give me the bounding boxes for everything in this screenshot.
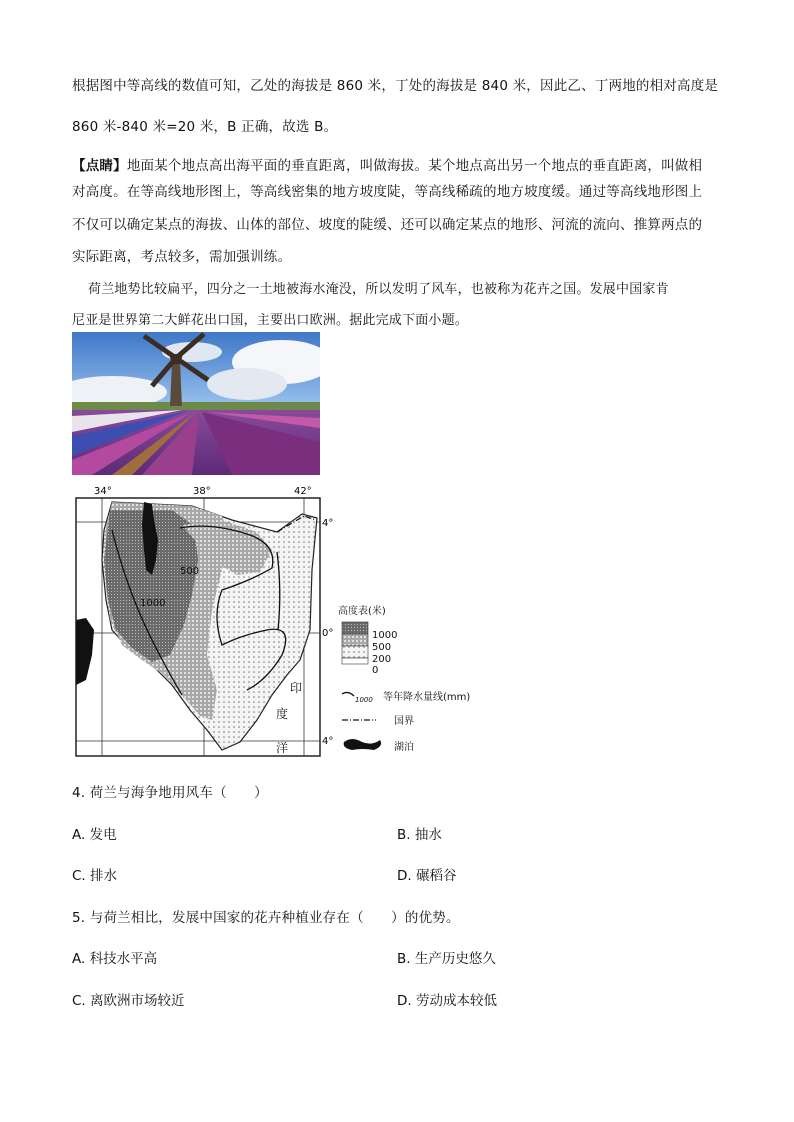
stem-line-1: 荷兰地势比较扁平，四分之一土地被海水淹没，所以发明了风车，也被称为花卉之国。发展中国家肯 xyxy=(88,282,669,297)
dianjing-line-3: 不仅可以确定某点的海拔、山体的部位、坡度的陡缓、还可以确定某点的地形、河流的流向、推算两点的 xyxy=(72,217,703,233)
legend-lake-label: 湖泊 xyxy=(394,742,414,753)
q4-option-d[interactable]: D. 碾稻谷 xyxy=(397,868,457,884)
legend-isohyet-value: 1000 xyxy=(355,696,373,704)
kenya-map-svg xyxy=(72,480,502,765)
dianjing-line-1 xyxy=(72,154,702,174)
lon-label-42: 42° xyxy=(294,486,312,497)
windmill-tulip-photo xyxy=(72,332,320,475)
legend-level-1000: 1000 xyxy=(372,630,398,641)
lat-label-0: 0° xyxy=(322,628,334,639)
legend-swatch-500 xyxy=(342,634,368,646)
q4-option-b[interactable]: B. 抽水 xyxy=(397,827,442,843)
question-4-stem: 4. 荷兰与海争地用风车（ ） xyxy=(72,785,268,801)
kenya-map xyxy=(72,480,502,765)
dianjing-line-2: 对高度。在等高线地形图上，等高线密集的地方坡度陡，等高线稀疏的地方坡度缓。通过等高线地形图上 xyxy=(72,184,703,200)
q5-option-c[interactable]: C. 离欧洲市场较近 xyxy=(72,993,185,1009)
q5-option-d[interactable]: D. 劳动成本较低 xyxy=(397,993,497,1009)
explanation-line-2: 860 米-840 米=20 米，B 正确，故选 B。 xyxy=(72,119,338,135)
lon-label-34: 34° xyxy=(94,486,112,497)
question-5-stem: 5. 与荷兰相比，发展中国家的花卉种植业存在（ ）的优势。 xyxy=(72,910,460,926)
lat-label-4n: 4° xyxy=(322,518,334,529)
dianjing-line-4: 实际距离，考点较多，需加强训练。 xyxy=(72,249,292,265)
lon-label-38: 38° xyxy=(193,486,211,497)
legend-border-label: 国界 xyxy=(394,716,414,727)
sea-char-yin: 印 xyxy=(290,681,303,695)
explanation-line-1: 根据图中等高线的数值可知，乙处的海拔是 860 米，丁处的海拔是 840 米，因此乙、丁两地的相对高度是 xyxy=(72,78,719,94)
contour-label-1000: 1000 xyxy=(140,598,166,609)
dianjing-label: 【点睛】 xyxy=(72,158,127,174)
legend-isohyet-label: 等年降水量线(mm) xyxy=(383,692,471,703)
stem-line-2: 尼亚是世界第二大鲜花出口国，主要出口欧洲。据此完成下面小题。 xyxy=(72,313,469,328)
windmill-photo-svg xyxy=(72,332,320,475)
legend-level-0: 0 xyxy=(372,665,379,676)
contour-label-500: 500 xyxy=(180,566,200,577)
legend-level-500: 500 xyxy=(372,642,392,653)
legend-level-200: 200 xyxy=(372,654,392,665)
legend-swatch-1000 xyxy=(342,622,368,634)
legend-lake-symbol xyxy=(344,739,381,750)
lat-label-4s: 4° xyxy=(322,736,334,747)
legend-swatch-0 xyxy=(342,658,368,664)
legend-title: 高度表(米) xyxy=(338,606,386,617)
q4-option-c[interactable]: C. 排水 xyxy=(72,868,118,884)
q4-option-a[interactable]: A. 发电 xyxy=(72,827,117,843)
q5-option-b[interactable]: B. 生产历史悠久 xyxy=(397,951,496,967)
legend-swatch-200 xyxy=(342,646,368,658)
q5-option-a[interactable]: A. 科技水平高 xyxy=(72,951,158,967)
dianjing-text-1: 地面某个地点高出海平面的垂直距离，叫做海拔。某个地点高出另一个地点的垂直距离，叫做相 xyxy=(126,158,703,174)
sea-char-du: 度 xyxy=(276,707,289,721)
sea-char-yang: 洋 xyxy=(276,741,289,755)
legend-isohyet-line xyxy=(342,692,354,696)
